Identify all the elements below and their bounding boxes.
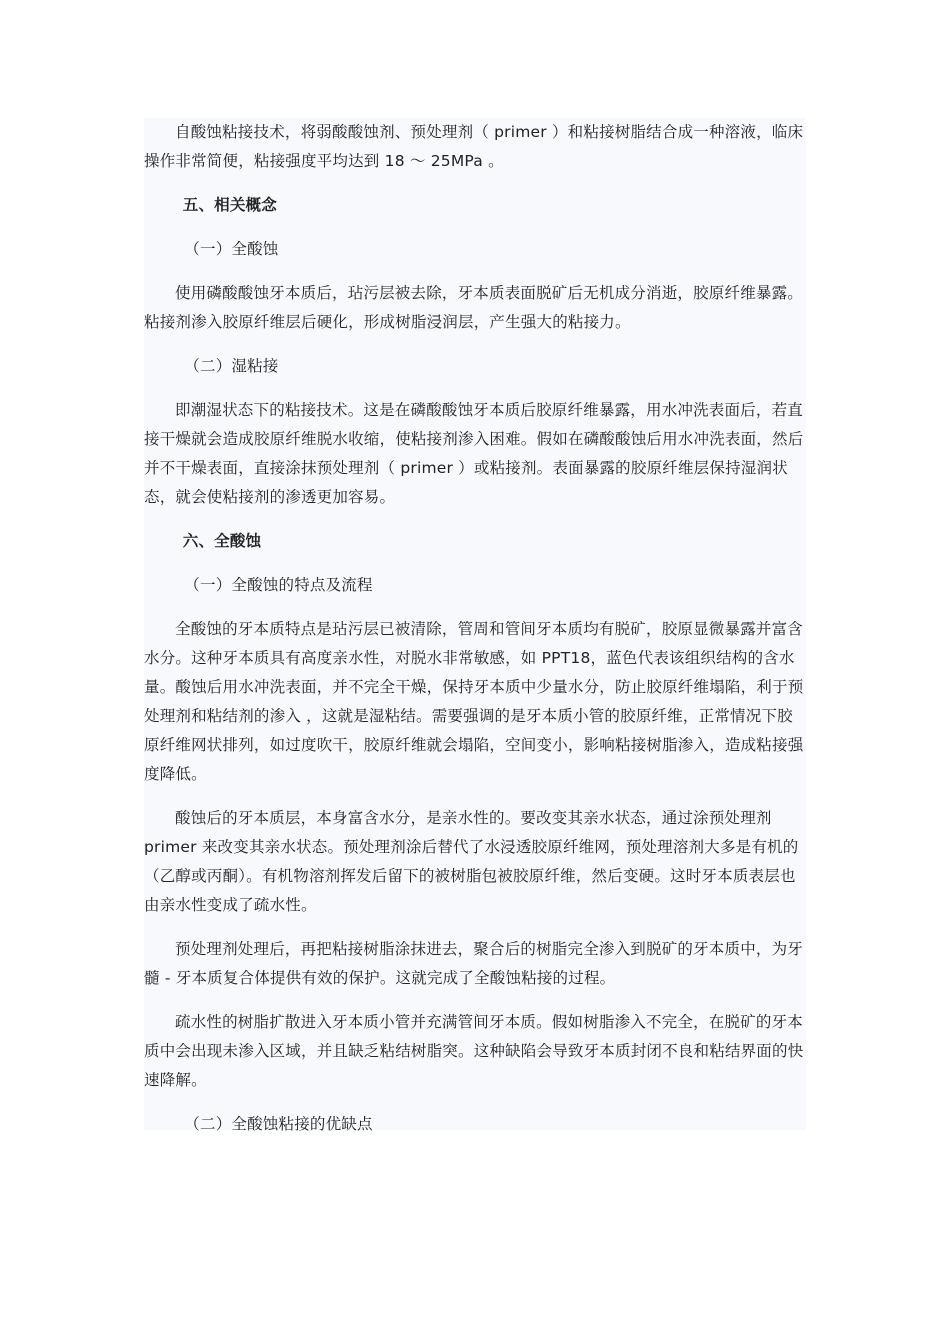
section-heading-total-etch: 六、全酸蚀 [182, 532, 262, 550]
paragraph-dentin-features: 全酸蚀的牙本质特点是玷污层已被清除，管周和管间牙本质均有脱矿，胶原显微暴露并富含水分。这种牙本质具有高度亲水性，对脱水非常敏感，如 PPT18，蓝色代表该组织结构的含水量。酸蚀后用水冲洗表面，并不完全干燥，保持牙本质中少量水分，防止胶原纤维塌陷，利于预处理剂和粘结剂的渗入 ，这就是湿粘结。需要强调的是牙本质小管的胶原纤维，正常情况下胶原纤维网状排列，如过度吹干，胶原纤维就会塌陷，空间变小，影响粘接树脂渗入，造成粘接强度降低。 [144, 620, 804, 783]
paragraph-resin-application: 预处理剂处理后，再把粘接树脂涂抹进去，聚合后的树脂完全渗入到脱矿的牙本质中，为牙髓 - 牙本质复合体提供有效的保护。这就完成了全酸蚀粘接的过程。 [144, 940, 804, 987]
subheading-features-process: （一）全酸蚀的特点及流程 [184, 576, 373, 594]
subheading-total-etch: （一）全酸蚀 [184, 240, 279, 258]
paragraph-primer: 酸蚀后的牙本质层，本身富含水分，是亲水性的。要改变其亲水状态，通过涂预处理剂 primer 来改变其亲水状态。预处理剂涂后替代了水浸透胶原纤维网，预处理溶剂大多是有机的（乙醇或丙酮）。有机物溶剂挥发后留下的被树脂包被胶原纤维，然后变硬。这时牙本质表层也由亲水性变成了疏水性。 [144, 809, 799, 914]
section-heading-related-concepts: 五、相关概念 [182, 196, 277, 214]
paragraph-wet-bonding: 即潮湿状态下的粘接技术。这是在磷酸酸蚀牙本质后胶原纤维暴露，用水冲洗表面后，若直接干燥就会造成胶原纤维脱水收缩，使粘接剂渗入困难。假如在磷酸酸蚀后用水冲洗表面，然后并不干燥表面，直接涂抹预处理剂（ primer ）或粘接剂。表面暴露的胶原纤维层保持湿润状态，就会使粘接剂的渗透更加容易。 [144, 401, 804, 506]
paragraph-total-etch: 使用磷酸酸蚀牙本质后，玷污层被去除，牙本质表面脱矿后无机成分消逝，胶原纤维暴露。粘接剂渗入胶原纤维层后硬化，形成树脂浸润层，产生强大的粘接力。 [144, 284, 804, 331]
paragraph-hydrophobic-resin: 疏水性的树脂扩散进入牙本质小管并充满管间牙本质。假如树脂渗入不完全，在脱矿的牙本质中会出现未渗入区域，并且缺乏粘结树脂突。这种缺陷会导致牙本质封闭不良和粘结界面的快速降解。 [144, 1013, 804, 1089]
subheading-wet-bonding: （二）湿粘接 [184, 357, 279, 375]
paragraph-self-etch: 自酸蚀粘接技术，将弱酸酸蚀剂、预处理剂（ primer ）和粘接树脂结合成一种溶液，临床操作非常简便，粘接强度平均达到 18 ～ 25MPa 。 [144, 123, 804, 170]
document-body [144, 118, 806, 1133]
subheading-pros-cons: （二）全酸蚀粘接的优缺点 [184, 1115, 373, 1133]
